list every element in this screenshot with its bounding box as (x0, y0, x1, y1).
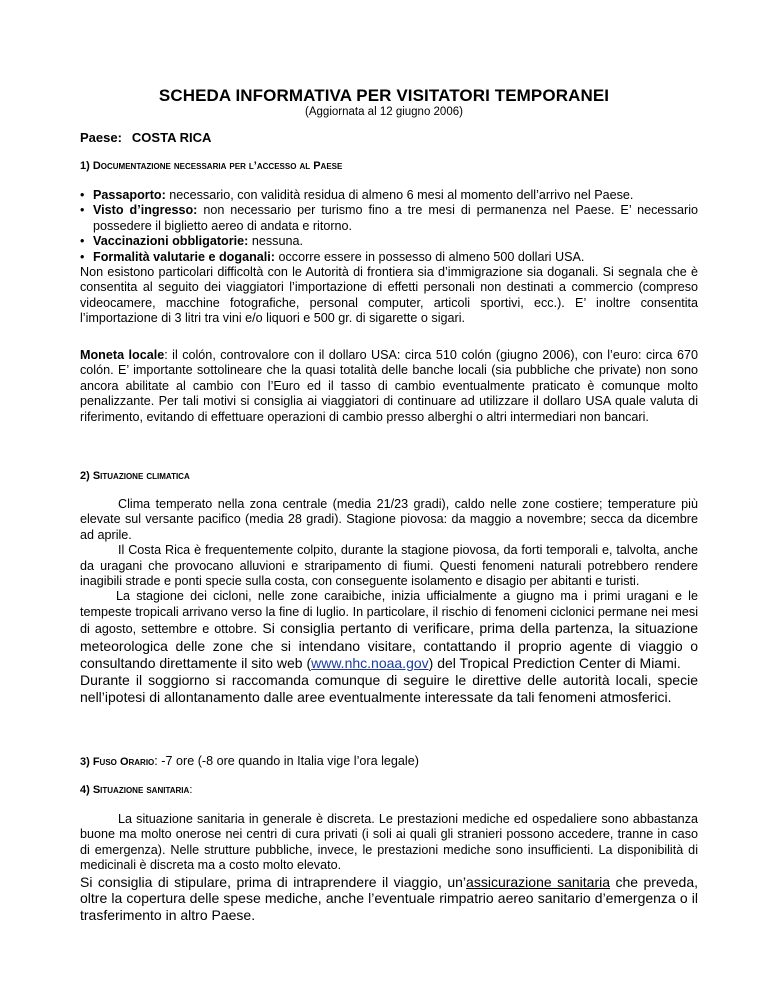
insurance-advice-start: Si consiglia di stipulare, prima di intraprendere il viaggio, un’ (80, 873, 467, 890)
climate-paragraph-3 (80, 589, 698, 672)
passport-label: Passaporto: (93, 188, 166, 202)
customs-text: occorre essere in possesso di almeno 500 dollari USA. (274, 249, 585, 264)
list-item (80, 188, 698, 203)
climate-paragraph-4: Durante il soggiorno si raccomanda comunque di seguire le direttive delle autorità locali, specie nell’ipotesi di allontanamento dalle aree eventualmente interessate da tali fenomeni atmosferici. (80, 672, 698, 705)
list-item (80, 250, 698, 265)
section3-title: 3) Fuso Orario (80, 756, 155, 768)
insurance-advice-end: che preveda, oltre la copertura delle spese mediche, anche l’eventuale rimpatrio aereo sanitario d’emergenza o il trasferimento in altro Paese. (80, 873, 698, 923)
country-label: Paese: (80, 130, 122, 145)
noaa-link[interactable]: www.nhc.noaa.gov (311, 655, 429, 672)
section1-body (80, 188, 698, 327)
section3-heading (80, 754, 419, 768)
list-item (80, 234, 698, 249)
vaccination-label: Vaccinazioni obbligatorie: (93, 234, 249, 249)
list-item (80, 203, 698, 234)
document-title: SCHEDA INFORMATIVA PER VISITATORI TEMPORANEI (158, 86, 610, 105)
country-line (80, 130, 211, 145)
section4-title: 4) Situazione sanitaria (80, 784, 190, 796)
health-paragraph-1: La situazione sanitaria in generale è discreta. Le prestazioni mediche ed ospedaliere sono abbastanza buone ma molto onerose nei centri di cura privati (i soli ai quali gli stranieri possono accedere, tranne in caso di emergenza). Nelle strutture pubbliche, invece, le prestazioni mediche sono insufficienti. La disponibilità di medicinali è discreta ma a costo molto elevato. (80, 812, 698, 873)
advice-end-text: ) del Tropical Prediction Center di Miami. (428, 655, 681, 672)
insurance-link[interactable]: assicurazione sanitaria (466, 873, 611, 890)
currency-label: Moneta locale (80, 348, 165, 362)
document-subtitle: (Aggiornata al 12 giugno 2006) (305, 106, 463, 118)
section4-heading (80, 784, 192, 796)
section4-body (80, 812, 698, 923)
document-requirements-list (80, 188, 698, 265)
section1-heading: 1) Documentazione necessaria per l’accesso al Paese (80, 160, 343, 172)
border-paragraph: Non esistono particolari difficoltà con le Autorità di frontiera sia d’immigrazione sia doganali. Si segnala che è consentita al seguito dei viaggiatori l’importazione di effetti personali non destinati a commercio (compreso videocamere, macchine fotografiche, personal computer, articoli sportivi, ecc.). E’ inoltre consentita l’importazione di 3 litri tra vini e/o liquori e 500 gr. di sigarette o sigari. (80, 265, 698, 326)
advice-text: Si consiglia pertanto di verificare, prima della partenza, la situazione meteorologica delle zone che si intendano visitare, contattando il proprio agente di viaggio o consultando direttamente il sito web ( (80, 620, 698, 672)
currency-text: : il colón, controvalore con il dollaro USA: circa 510 colón (giugno 2006), con l’euro: circa 670 colón. E’ importante sottolineare che la quasi totalità delle banche locali (sia pubbliche che private) non sono ancora abilitate al cambio con l’Euro ed il tasso di cambio eventualmente praticato è comunque molto penalizzante. Per tali motivi si consiglia ai viaggiatori di continuare ad utilizzare il dollaro USA quale valuta di riferimento, evitando di effettuare operazioni di cambio presso alberghi o altri intermediari non bancari. (80, 348, 699, 424)
vaccination-text: nessuna. (248, 234, 303, 249)
section4-colon: : (189, 784, 193, 796)
section2-heading: 2) Situazione climatica (80, 470, 190, 482)
climate-paragraph-1: Clima temperato nella zona centrale (media 21/23 gradi), caldo nelle zone costiere; temperature più elevate sul versante pacifico (media 28 gradi). Stagione piovosa: da maggio a novembre; secca da dicembre ad aprile. (80, 497, 698, 542)
visa-label: Visto d’ingresso: (93, 203, 198, 218)
timezone-text: : -7 ore (-8 ore quando in Italia vige l’ora legale) (154, 754, 419, 768)
customs-label: Formalità valutarie e doganali: (93, 249, 275, 264)
climate-paragraph-2: Il Costa Rica è frequentemente colpito, durante la stagione piovosa, da forti temporali e, talvolta, anche da uragani che provocano alluvioni e straripamento di fiumi. Questi fenomeni naturali potrebbero rendere inagibili strade e ponti specie sulla costa, con conseguente isolamento e disagio per abitanti e turisti. (80, 543, 698, 589)
cyclone-text: La stagione dei cicloni, nelle zone caraibiche, inizia ufficialmente a giugno ma i primi uragani e le tempeste tropicali arrivano verso la fine di luglio. In particolare, il rischio di fenomeni ciclonici permane nei mesi di agosto, settembre e ottobre. (80, 589, 698, 637)
visa-text: non necessario per turismo fino a tre mesi di permanenza nel Paese. E’ necessario possedere il biglietto aereo di andata e ritorno. (93, 203, 699, 233)
section2-body (80, 497, 698, 705)
health-paragraph-2 (80, 874, 698, 924)
currency-paragraph (80, 348, 698, 425)
passport-text: necessario, con validità residua di almeno 6 mesi al momento dell’arrivo nel Paese. (165, 188, 634, 202)
country-name: COSTA RICA (131, 130, 212, 145)
